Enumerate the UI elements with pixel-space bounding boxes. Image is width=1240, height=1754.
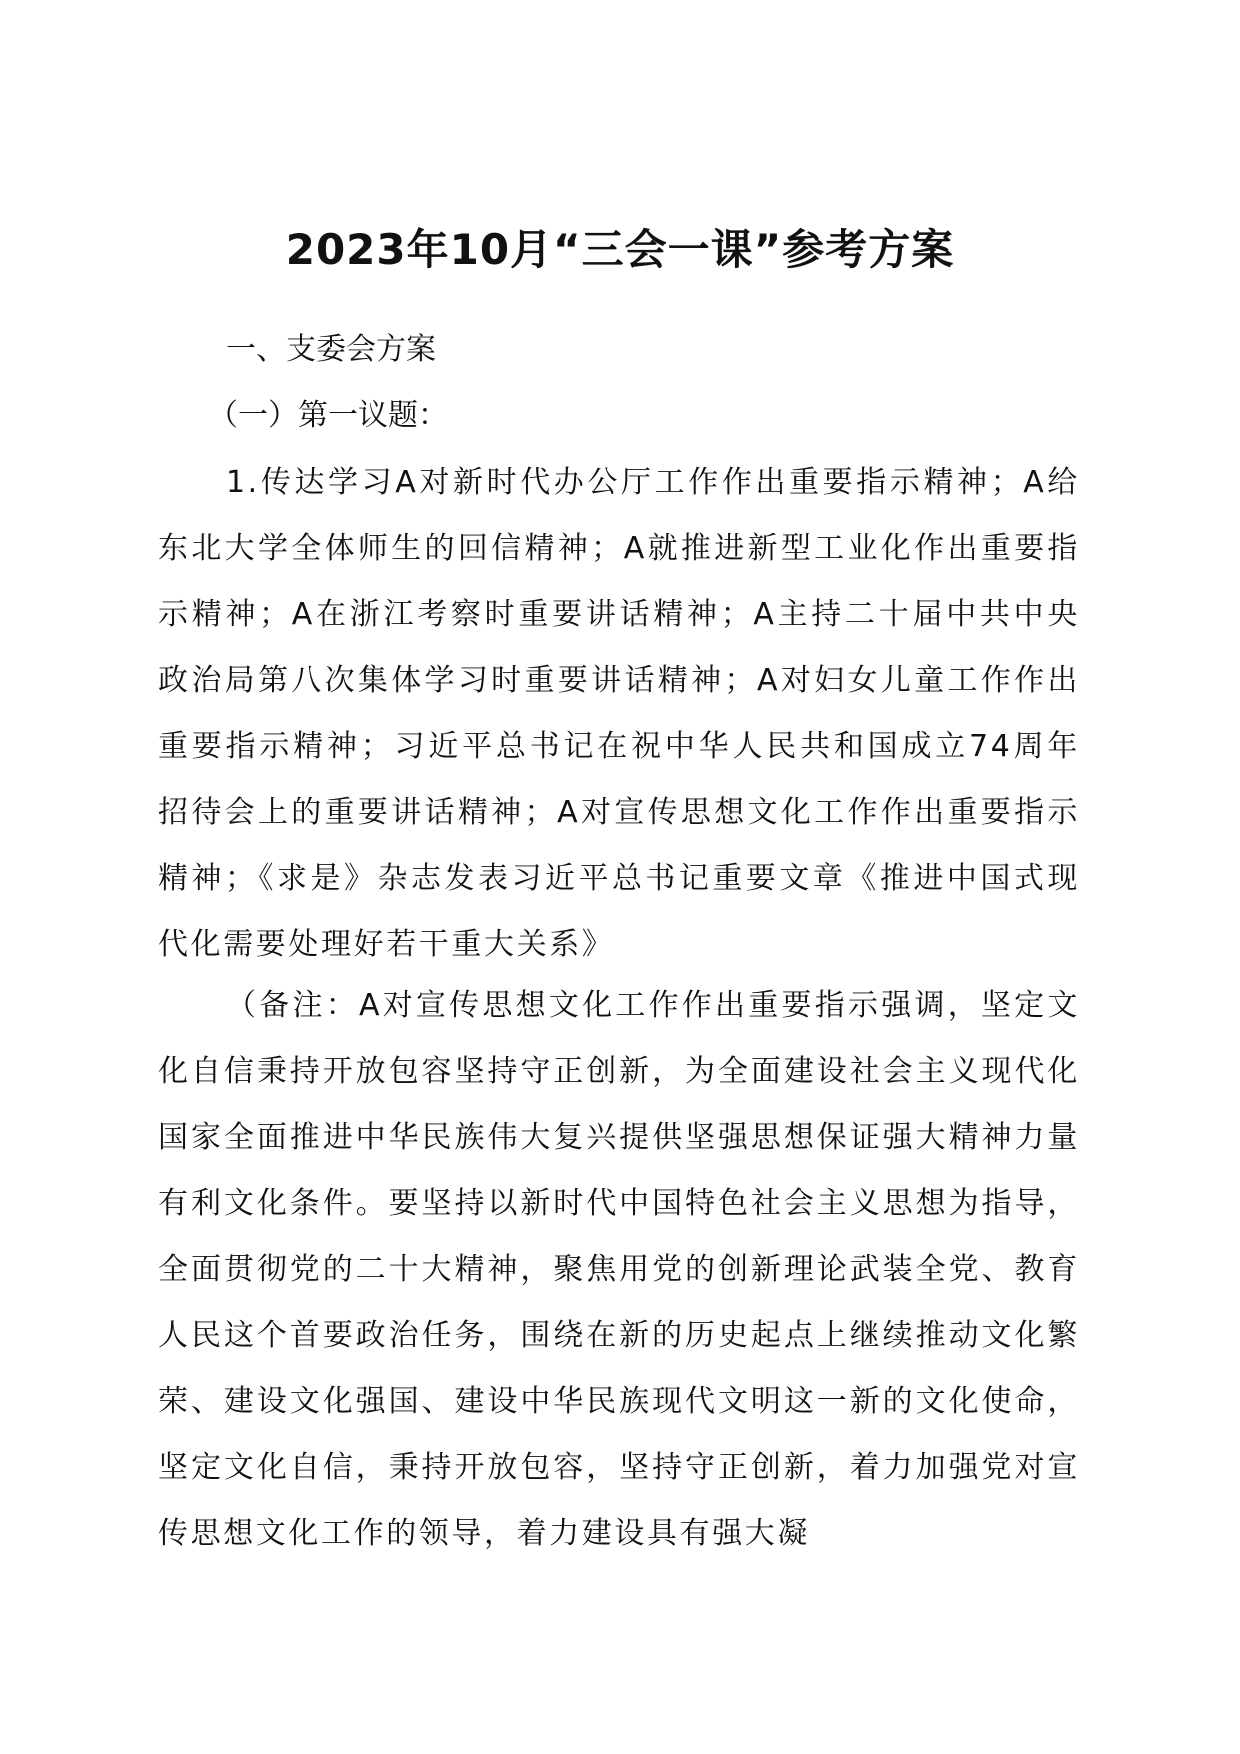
section-heading: 一、支委会方案 — [226, 332, 436, 367]
paragraph-remark: （备注：A对宣传思想文化工作作出重要指示强调，坚定文化自信秉持开放包容坚持守正创新，为全面建设社会主义现代化国家全面推进中华民族伟大复兴提供坚强思想保证强大精神力量有利文化条件。要坚持以新时代中国特色社会主义思想为指导，全面贯彻党的二十大精神，聚焦用党的创新理论武装全党、教育人民这个首要政治任务，围绕在新的历史起点上继续推动文化繁荣、建设文化强国、建设中华民族现代文明这一新的文化使命，坚定文化自信，秉持开放包容，坚持守正创新，着力加强党对宣传思想文化工作的领导，着力建设具有强大凝 — [158, 988, 1080, 1551]
subsection-heading: （一）第一议题： — [208, 398, 448, 433]
document-title: 2023年10月“三会一课”参考方案 — [285, 225, 955, 274]
paragraph-agenda-item: 1.传达学习A对新时代办公厅工作作出重要指示精神；A给东北大学全体师生的回信精神；A就推进新型工业化作出重要指示精神；A在浙江考察时重要讲话精神；A主持二十届中共中央政治局第八次集体学习时重要讲话精神；A对妇女儿童工作作出重要指示精神；习近平总书记在祝中华人民共和国成立74周年招待会上的重要讲话精神；A对宣传思想文化工作作出重要指示精神；《求是》杂志发表习近平总书记重要文章《推进中国式现代化需要处理好若干重大关系》 — [158, 465, 1080, 962]
